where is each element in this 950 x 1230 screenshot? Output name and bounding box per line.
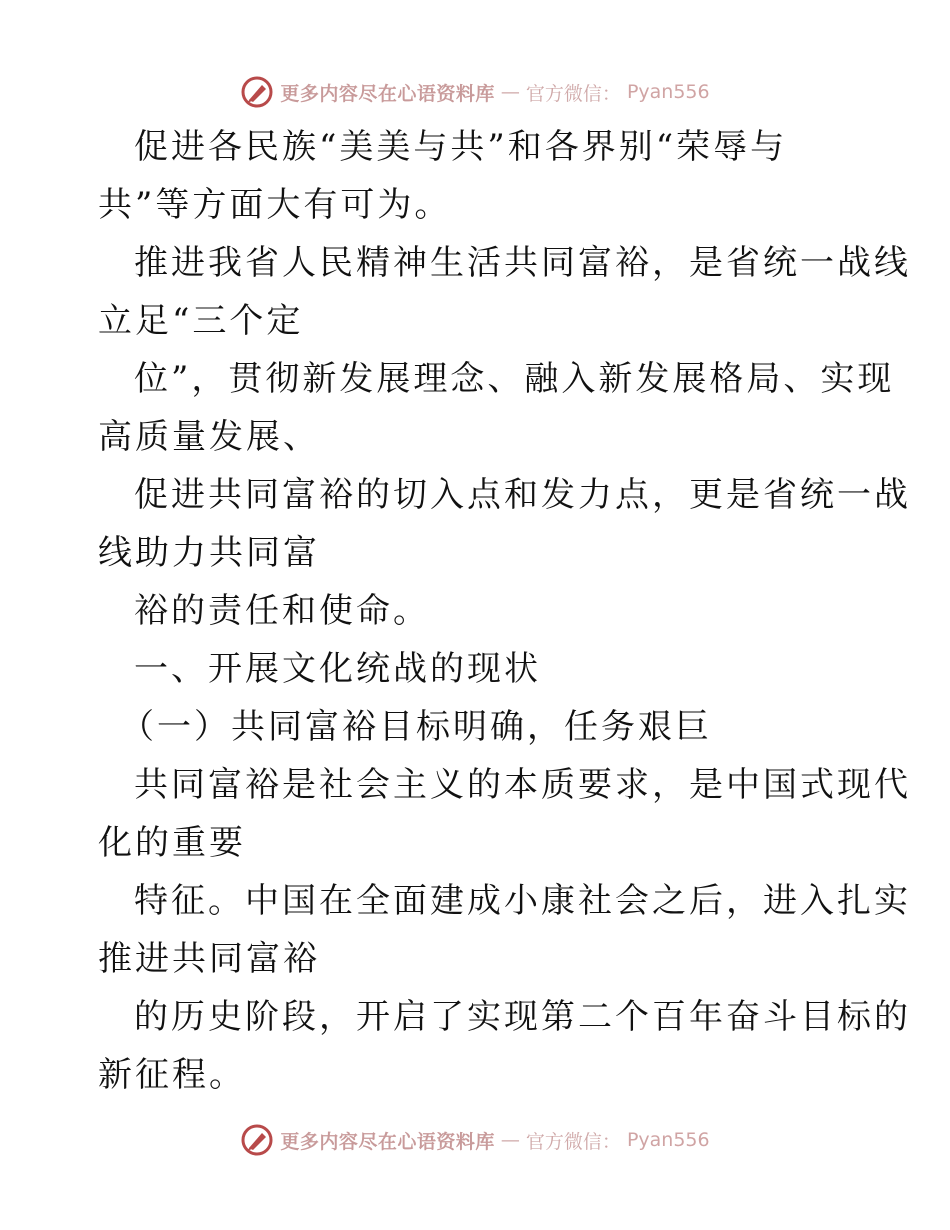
body-line: 共”等方面大有可为。 (98, 185, 452, 225)
footer-watermark-banner (0, 1120, 950, 1160)
body-line: 共同富裕是社会主义的本质要求，是中国式现代 (134, 765, 911, 805)
banner-main-text: 更多内容尽在心语资料库 (280, 82, 495, 105)
body-line: 高质量发展、 (98, 417, 320, 457)
body-line: 促进各民族“美美与共”和各界别“荣辱与 (134, 127, 788, 167)
subsection-heading: （一）共同富裕目标明确，任务艰巨 (120, 707, 712, 747)
banner-dash: — (500, 81, 520, 103)
pen-nib-logo-icon (240, 1123, 274, 1157)
body-line: 裕的责任和使命。 (134, 591, 430, 631)
body-line: 推进共同富裕 (98, 939, 320, 979)
body-line: 的历史阶段，开启了实现第二个百年奋斗目标的 (134, 997, 911, 1037)
banner-account: Pyan556 (626, 81, 710, 103)
body-line: 特征。中国在全面建成小康社会之后，进入扎实 (134, 881, 911, 921)
body-line: 化的重要 (98, 823, 246, 863)
banner-label: 官方微信： (525, 82, 621, 105)
body-line: 立足“三个定 (98, 301, 304, 341)
body-line: 位”，贯彻新发展理念、融入新发展格局、实现 (134, 359, 895, 399)
body-line: 新征程。 (98, 1055, 246, 1095)
body-line: 推进我省人民精神生活共同富裕，是省统一战线 (134, 243, 911, 283)
banner-label: 官方微信： (525, 1130, 621, 1153)
body-line: 促进共同富裕的切入点和发力点，更是省统一战 (134, 475, 911, 515)
banner-account: Pyan556 (626, 1129, 710, 1151)
banner-main-text: 更多内容尽在心语资料库 (280, 1130, 495, 1153)
pen-nib-logo-icon (240, 75, 274, 109)
document-body (98, 118, 911, 1104)
body-line: 线助力共同富 (98, 533, 320, 573)
section-heading: 一、开展文化统战的现状 (134, 649, 541, 689)
banner-dash: — (500, 1129, 520, 1151)
header-watermark-banner (0, 72, 950, 112)
